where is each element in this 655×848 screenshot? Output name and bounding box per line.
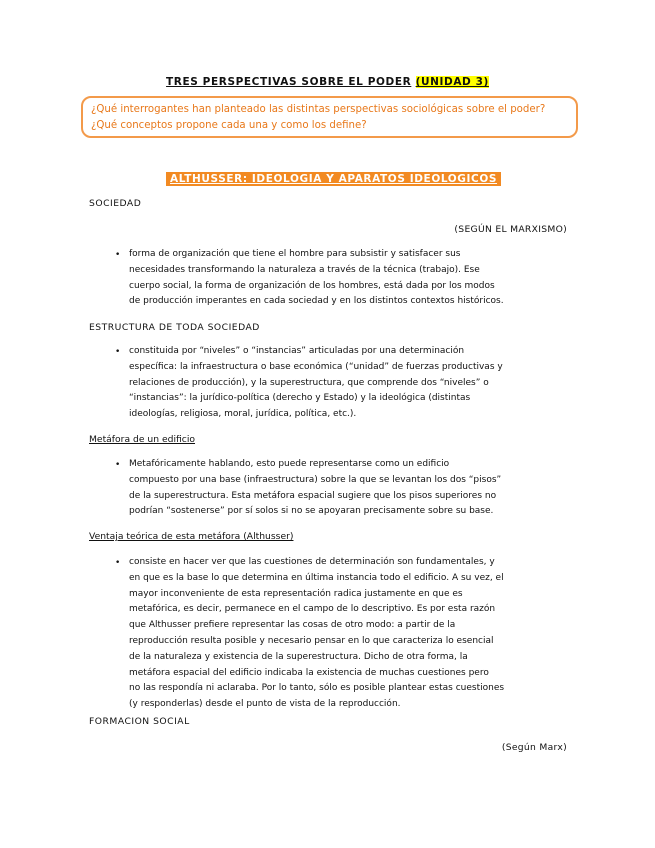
text-line: específica: la infraestructura o base económica (“unidad” de fuerzas productivas y bbox=[129, 361, 503, 372]
bullet-icon: • bbox=[115, 347, 121, 357]
bullet-icon: • bbox=[115, 460, 121, 470]
text-line: mayor inconveniente de esta representación radica justamente en que es bbox=[129, 588, 463, 599]
question-box bbox=[81, 96, 578, 138]
text-line: que Althusser prefiere representar las cosas de otro modo: a partir de la bbox=[129, 620, 456, 631]
text-line: necesidades transformando la naturaleza a través de la técnica (trabajo). Ese bbox=[129, 264, 480, 275]
heading-formacion-social: FORMACION SOCIAL bbox=[89, 716, 190, 727]
bullet-icon: • bbox=[115, 250, 121, 260]
text-line: de la naturaleza y existencia de la superestructura. Dicho de otra forma, la bbox=[129, 651, 468, 662]
question-line: ¿Qué interrogantes han planteado las distintas perspectivas sociológicas sobre el poder? bbox=[91, 104, 546, 115]
text-line: en que es la base lo que determina en última instancia todo el edificio. A su vez, el bbox=[129, 572, 504, 583]
text-line: de la superestructura. Esta metáfora espacial sugiere que los pisos superiores no bbox=[129, 490, 497, 501]
text-line: reproducción resulta posible y necesario pensar en lo que caracteriza lo esencial bbox=[129, 635, 494, 646]
heading-sociedad: SOCIEDAD bbox=[89, 198, 142, 209]
title-unit-highlight: (UNIDAD 3) bbox=[415, 76, 489, 88]
text-line: compuesto por una base (infraestructura) sobre la que se levantan los dos “pisos” bbox=[129, 474, 502, 485]
text-line: constituida por “niveles” o “instancias” articuladas por una determinación bbox=[129, 346, 465, 356]
text-line: Metafóricamente hablando, esto puede representarse como un edificio bbox=[129, 459, 450, 469]
source-marxismo: (SEGÚN EL MARXISMO) bbox=[454, 224, 567, 235]
text-line: metafórica, es decir, permanece en el campo de lo descriptivo. Es por esta razón bbox=[129, 604, 496, 615]
text-line: relaciones de producción), y la superestructura, que comprende dos “niveles” o bbox=[129, 377, 489, 388]
heading-ventaja: Ventaja teórica de esta metáfora (Althusser) bbox=[89, 531, 294, 542]
text-line: forma de organización que tiene el hombre para subsistir y satisfacer sus bbox=[129, 249, 461, 259]
text-line: podrían “sostenerse” por sí solos si no se apoyaran precisamente sobre su base. bbox=[129, 506, 494, 517]
paragraph-estructura bbox=[129, 344, 569, 423]
text-line: consiste en hacer ver que las cuestiones de determinación son fundamentales, y bbox=[129, 557, 495, 567]
heading-estructura: ESTRUCTURA DE TODA SOCIEDAD bbox=[89, 322, 260, 333]
text-line: metáfora espacial del edificio indicaba la existencia de muchas cuestiones pero bbox=[129, 667, 489, 678]
paragraph-sociedad bbox=[129, 247, 569, 310]
text-line: cuerpo social, la forma de organización de los hombres, está dada por los modos bbox=[129, 280, 495, 291]
paragraph-metafora bbox=[129, 457, 569, 520]
question-line: ¿Qué conceptos propone cada una y como los define? bbox=[91, 120, 367, 131]
section-banner: ALTHUSSER: IDEOLOGIA Y APARATOS IDEOLOGICOS bbox=[166, 172, 501, 186]
document-title bbox=[0, 76, 655, 88]
text-line: no las respondía ni aclaraba. Por lo tanto, sólo es posible plantear estas cuestiones bbox=[129, 683, 505, 694]
text-line: “instancias”: la jurídico-política (derecho y Estado) y la ideológica (distintas bbox=[129, 393, 471, 404]
text-line: (y responderlas) desde el punto de vista de la reproducción. bbox=[129, 699, 401, 710]
bullet-icon: • bbox=[115, 558, 121, 568]
heading-metafora: Metáfora de un edificio bbox=[89, 434, 196, 445]
text-line: de producción imperantes en cada sociedad y en los distintos contextos históricos. bbox=[129, 296, 504, 307]
text-line: ideologías, religiosa, moral, jurídica, política, etc.). bbox=[129, 409, 357, 420]
title-main: TRES PERSPECTIVAS SOBRE EL PODER bbox=[166, 76, 412, 88]
source-marx: (Según Marx) bbox=[501, 742, 567, 753]
paragraph-ventaja bbox=[129, 555, 569, 713]
